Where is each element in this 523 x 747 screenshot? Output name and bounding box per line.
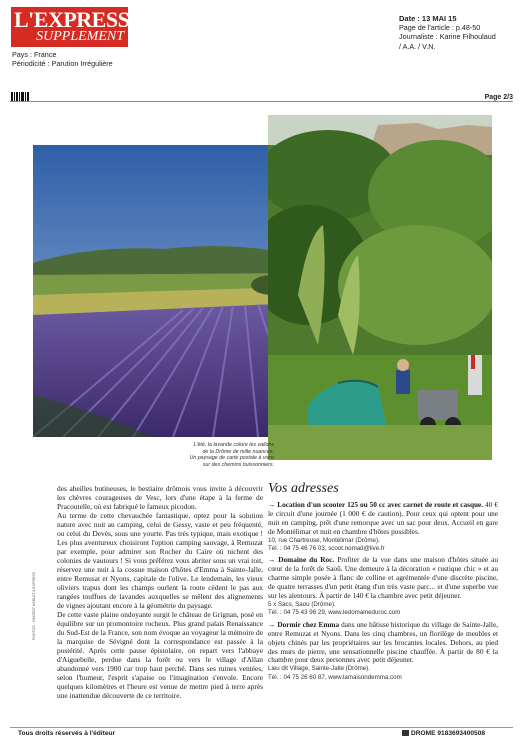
caption-line: Un paysage de carte postale à vivre (189, 455, 274, 461)
frequency-line: Périodicité : Parution Irrégulière (12, 59, 113, 68)
entry-address: 5 x Sacs, Saou (Drôme). (268, 600, 336, 608)
entry-text: dans une bâtisse historique du village de Sainte-Jalle, entre Remuzat et Nyons. Dans les cinq chambres, un florilège de meubles et objets chinés par les propriétaires sur les brocantes locales. Dehors, au pied des murs de pierre, une sensationnelle piscine chauffée. À partir de 80 € la chambre pour deux personnes avec petit déjeuner. (268, 619, 499, 665)
country-line: Pays : France (12, 50, 57, 59)
arrow-icon: → (268, 619, 276, 629)
document-code-text: DROME 9183693400508 (411, 730, 486, 737)
header-divider (10, 101, 513, 102)
article-paragraph: Au terme de cette chevauchée fantastique, optez pour la solution nature avec nuit au camping, celui de Gessy, vaste et peu fréquenté, ou celui du Devès, sous une yourte. Pas très typique, mais exotique ! Les plus aventureux choisiront l'option camping sauvage, à Remuzat par exemple, pour admirer son Rocher du Caire où nichent des colonies de vautours ! Si vous préférez vous abriter sous un vrai toit, réservez une nuit à la cossue maison d'hôtes d'Emma à Sainte-Jalle, entre Remusat et Nyons, capitale de l'olive. Le lendemain, les vieux oliviers trapus dont les champs ourlent la route cèdent le pas aux rangées touffues de lavandes auxquelles se mêlent des alignements de vignes ajoutant encore à la géométrie du paysage. (57, 511, 263, 610)
logo-title: L'EXPRESS (14, 7, 130, 32)
entry-phone: Tél. : 04 75 43 96 29, www.ledomaineduroc.com (268, 609, 401, 617)
caption-line: de la Drôme de mille nuances. (202, 448, 274, 455)
document-icon (402, 730, 409, 736)
photo-caption (170, 442, 274, 468)
lavender-field-photo (33, 145, 298, 437)
entry-address: Lieu dit Village, Sainte-Jalle (Drôme). (268, 665, 371, 673)
arrow-icon: → (268, 555, 276, 565)
article-paragraph: De cette vaste plaine ondoyante surgit le château de Grignan, posé en équilibre sur un promontoire rocheux. Plus grand palais Renaissance du Sud-Est de la France, son nom évoque au voyageur la mémoire de la marquise de Sévigné dont la correspondance est passée à la postérité. Après cette pause épistolaire, on repart vers l'abbaye d'Aiguebelle, perdue dans la forêt ou vers le village d'Allan abandonné vers 1900 car trop haut perché. Dans ses ruines ventées, selon l'humeur, l'esprit s'apaise ou l'imagination s'envole. Encore quelques kilomètres et l'heure est venue de mettre pied à terre après une inattendue découverte de ce territoire. (57, 610, 263, 700)
footer-divider (10, 727, 513, 728)
authors-line: / A.A. / V.N. (399, 41, 436, 51)
photo-credit: PHOTOS : VINCENT NOBLET/L'EXPRESS (32, 571, 36, 640)
page-line: Page de l'article : p.48-50 (399, 23, 481, 33)
address-entry (268, 556, 498, 617)
addresses-heading: Vos adresses (268, 481, 339, 496)
entry-title: Domaine du Roc. (278, 555, 335, 565)
entry-title: Location d'un scooter 125 ou 50 cc avec carnet de route et casque. (277, 500, 484, 509)
address-entry (268, 621, 498, 682)
date-line: Date : 13 MAI 15 (399, 14, 457, 23)
arrow-icon: → (268, 500, 276, 509)
address-entry (268, 501, 498, 553)
article-paragraph: des abeilles butineuses, le bestiaire drômois vous invite à découvrir les chèvres courageuses de Vesc, lors d'une étape à la ferme de Pracoutelle, où est fabriqué le fameux picodon. (57, 484, 263, 511)
publication-logo (11, 7, 128, 47)
rights-notice: Tous droits réservés à l'éditeur (18, 730, 116, 737)
journalist-line: Journaliste : Karine Filhoulaud (399, 32, 496, 42)
logo-subtitle: SUPPLEMENT (36, 29, 124, 44)
entry-phone: Tél. : 04 75 46 76 03, scoot.nomad@live.fr (268, 545, 385, 553)
article-meta (399, 14, 496, 51)
entry-text: Profiter de la vue dans une maison d'hôtes située au cœur de la forêt de Saoû. Une demeure à la décoration « rustique chic » et au charme simple posée à flanc de colline et agrémentée d'une discrète piscine, de quatre terrasses d'un petit étang d'un très vaste parc... et d'une superbe vue sur les alentours. À partir de 140 € la chambre avec petit déjeuner. (268, 555, 498, 601)
entry-text: 40 € le circuit d'une journée (1 000 € de caution). Pour ceux qui optent pour une nuit en camping, prêt d'une remorque avec un sac pour deux. Accueil en gare de Montélimar et nuit en chambre d'hôtes possibles. (268, 500, 498, 536)
camping-scene-photo (268, 115, 492, 460)
caption-line: sur des chemins buissonniers. (202, 461, 274, 468)
article-body (57, 484, 263, 700)
page-reference: Page 2/3 (484, 94, 513, 101)
entry-title: Dormir chez Emma (277, 619, 340, 629)
entry-address: 10, rue Chartreuse, Montélimar (Drôme). (268, 536, 380, 544)
document-code (402, 730, 485, 737)
entry-phone: Tél. : 04 75 26 60 87, www.lamaisondemma.com (268, 673, 402, 681)
publication-meta (12, 50, 113, 68)
caption-line: L'été, la lavande colore les vallons (193, 442, 274, 448)
addresses-section (268, 481, 498, 685)
